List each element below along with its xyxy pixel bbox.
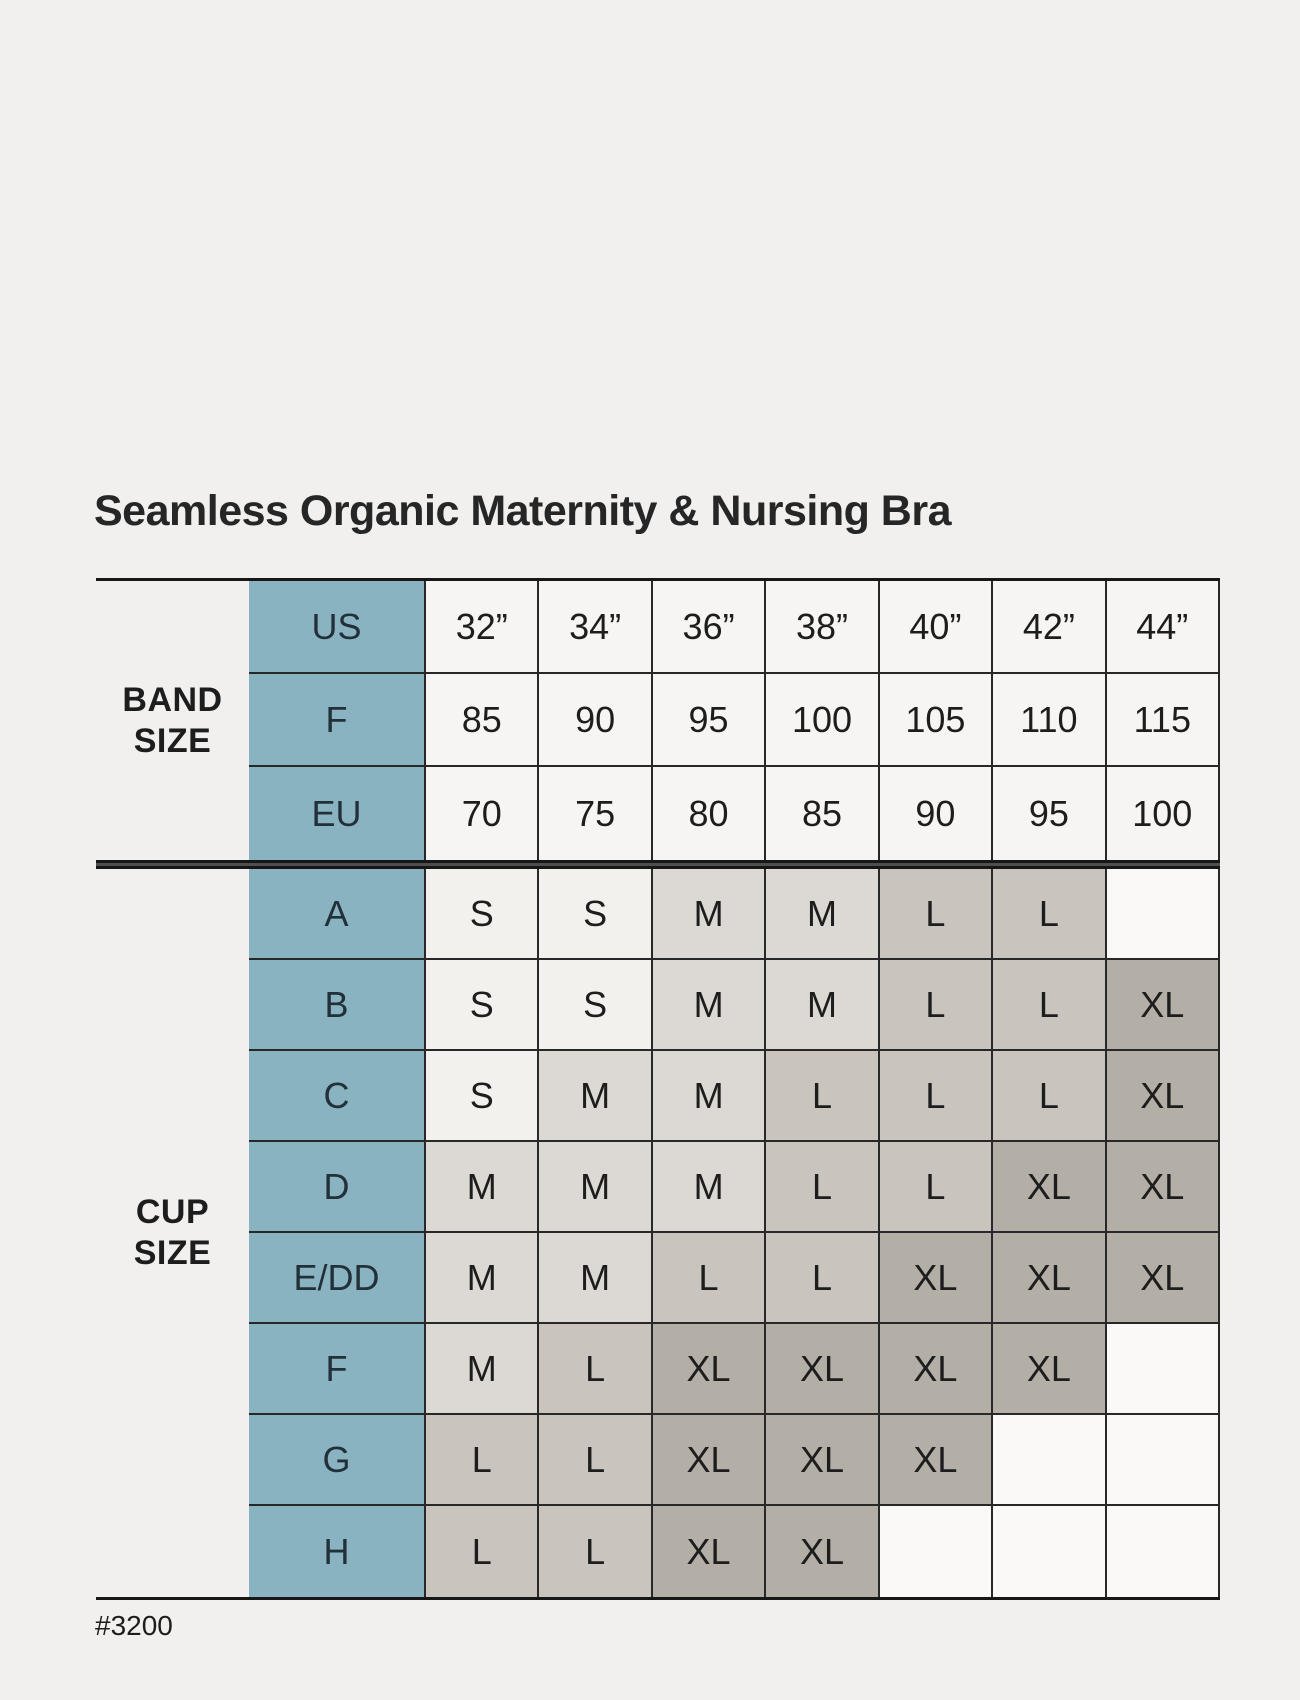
cup-size-cell: M [653, 960, 766, 1051]
cup-size-cell: L [766, 1142, 879, 1233]
cup-size-cell: S [426, 960, 539, 1051]
cup-size-cell [880, 1506, 993, 1597]
cup-size-cell: XL [653, 1415, 766, 1506]
cup-size-cell: M [539, 1142, 652, 1233]
cup-size-cell: L [766, 1233, 879, 1324]
cup-size-cell: L [539, 1324, 652, 1415]
band-size-cell: 80 [653, 767, 766, 860]
cup-size-cell: XL [993, 1142, 1106, 1233]
cup-size-cell [1107, 1506, 1220, 1597]
cup-size-cell: XL [1107, 960, 1220, 1051]
cup-size-cell: M [766, 960, 879, 1051]
cup-size-cell: S [426, 1051, 539, 1142]
cup-size-cell: XL [653, 1506, 766, 1597]
band-size-cell: 95 [653, 674, 766, 767]
band-size-cell: 38” [766, 581, 879, 674]
band-size-cell: 32” [426, 581, 539, 674]
cup-size-cell: M [426, 1233, 539, 1324]
cup-size-cell: XL [766, 1324, 879, 1415]
cup-size-cell: L [653, 1233, 766, 1324]
cup-size-cell: XL [766, 1506, 879, 1597]
cup-size-cell: L [426, 1415, 539, 1506]
band-size-row-header: F [249, 674, 426, 767]
band-size-cell: 40” [880, 581, 993, 674]
band-size-label-line1: BAND [122, 680, 223, 719]
cup-size-label [96, 869, 249, 1597]
cup-size-cell: L [426, 1506, 539, 1597]
cup-size-cell: L [539, 1415, 652, 1506]
band-size-label [96, 581, 249, 860]
band-size-cell: 85 [766, 767, 879, 860]
band-size-cell: 90 [880, 767, 993, 860]
cup-size-cell: XL [880, 1233, 993, 1324]
cup-size-cell: S [426, 869, 539, 960]
band-size-cell: 100 [1107, 767, 1220, 860]
cup-size-cell: L [993, 1051, 1106, 1142]
cup-size-row-header: F [249, 1324, 426, 1415]
cup-size-cell: XL [653, 1324, 766, 1415]
band-size-cell: 110 [993, 674, 1106, 767]
section-divider-line [96, 860, 1220, 869]
band-size-cell: 85 [426, 674, 539, 767]
band-size-cell: 36” [653, 581, 766, 674]
cup-size-cell: L [539, 1506, 652, 1597]
band-size-cell: 95 [993, 767, 1106, 860]
band-size-cell: 100 [766, 674, 879, 767]
cup-size-cell: M [426, 1324, 539, 1415]
band-size-row-header: EU [249, 767, 426, 860]
cup-size-cell: M [539, 1051, 652, 1142]
cup-size-cell: S [539, 960, 652, 1051]
band-size-cell: 34” [539, 581, 652, 674]
band-size-cell: 115 [1107, 674, 1220, 767]
cup-size-row-header: B [249, 960, 426, 1051]
cup-size-cell: XL [880, 1415, 993, 1506]
band-size-cell: 105 [880, 674, 993, 767]
cup-size-cell: M [653, 869, 766, 960]
cup-size-cell [1107, 1415, 1220, 1506]
band-size-cell: 90 [539, 674, 652, 767]
cup-size-row-header: C [249, 1051, 426, 1142]
cup-size-row-header: G [249, 1415, 426, 1506]
cup-size-row-header: E/DD [249, 1233, 426, 1324]
cup-size-cell: L [766, 1051, 879, 1142]
band-size-row-header: US [249, 581, 426, 674]
cup-size-cell: L [993, 869, 1106, 960]
band-size-cell: 42” [993, 581, 1106, 674]
cup-size-cell: M [653, 1142, 766, 1233]
cup-size-cell: L [880, 1142, 993, 1233]
cup-size-cell: M [653, 1051, 766, 1142]
cup-size-row-header: H [249, 1506, 426, 1597]
cup-size-cell: S [539, 869, 652, 960]
cup-size-cell: XL [1107, 1051, 1220, 1142]
cup-size-cell [993, 1415, 1106, 1506]
cup-size-cell: L [880, 869, 993, 960]
cup-size-cell: XL [1107, 1142, 1220, 1233]
band-size-cell: 75 [539, 767, 652, 860]
cup-size-cell: L [880, 1051, 993, 1142]
cup-size-cell [993, 1506, 1106, 1597]
cup-size-cell: XL [993, 1233, 1106, 1324]
cup-size-cell [1107, 869, 1220, 960]
cup-size-cell: XL [766, 1415, 879, 1506]
cup-size-cell: M [766, 869, 879, 960]
cup-size-cell: XL [993, 1324, 1106, 1415]
cup-size-cell: M [539, 1233, 652, 1324]
cup-size-cell: XL [1107, 1233, 1220, 1324]
cup-size-row-header: A [249, 869, 426, 960]
cup-size-section [96, 869, 1220, 1600]
cup-size-cell: L [880, 960, 993, 1051]
cup-size-cell: XL [880, 1324, 993, 1415]
cup-size-cell [1107, 1324, 1220, 1415]
page-title: Seamless Organic Maternity & Nursing Bra [94, 487, 952, 535]
band-size-cell: 70 [426, 767, 539, 860]
band-size-section [96, 578, 1220, 860]
band-size-cell: 44” [1107, 581, 1220, 674]
size-table [96, 578, 1220, 1600]
band-size-label-line2: SIZE [133, 721, 212, 760]
style-number: #3200 [95, 1610, 173, 1641]
cup-size-cell: M [426, 1142, 539, 1233]
cup-size-row-header: D [249, 1142, 426, 1233]
cup-size-label-line1: CUP [135, 1193, 210, 1232]
cup-size-cell: L [993, 960, 1106, 1051]
cup-size-label-line2: SIZE [133, 1234, 212, 1272]
